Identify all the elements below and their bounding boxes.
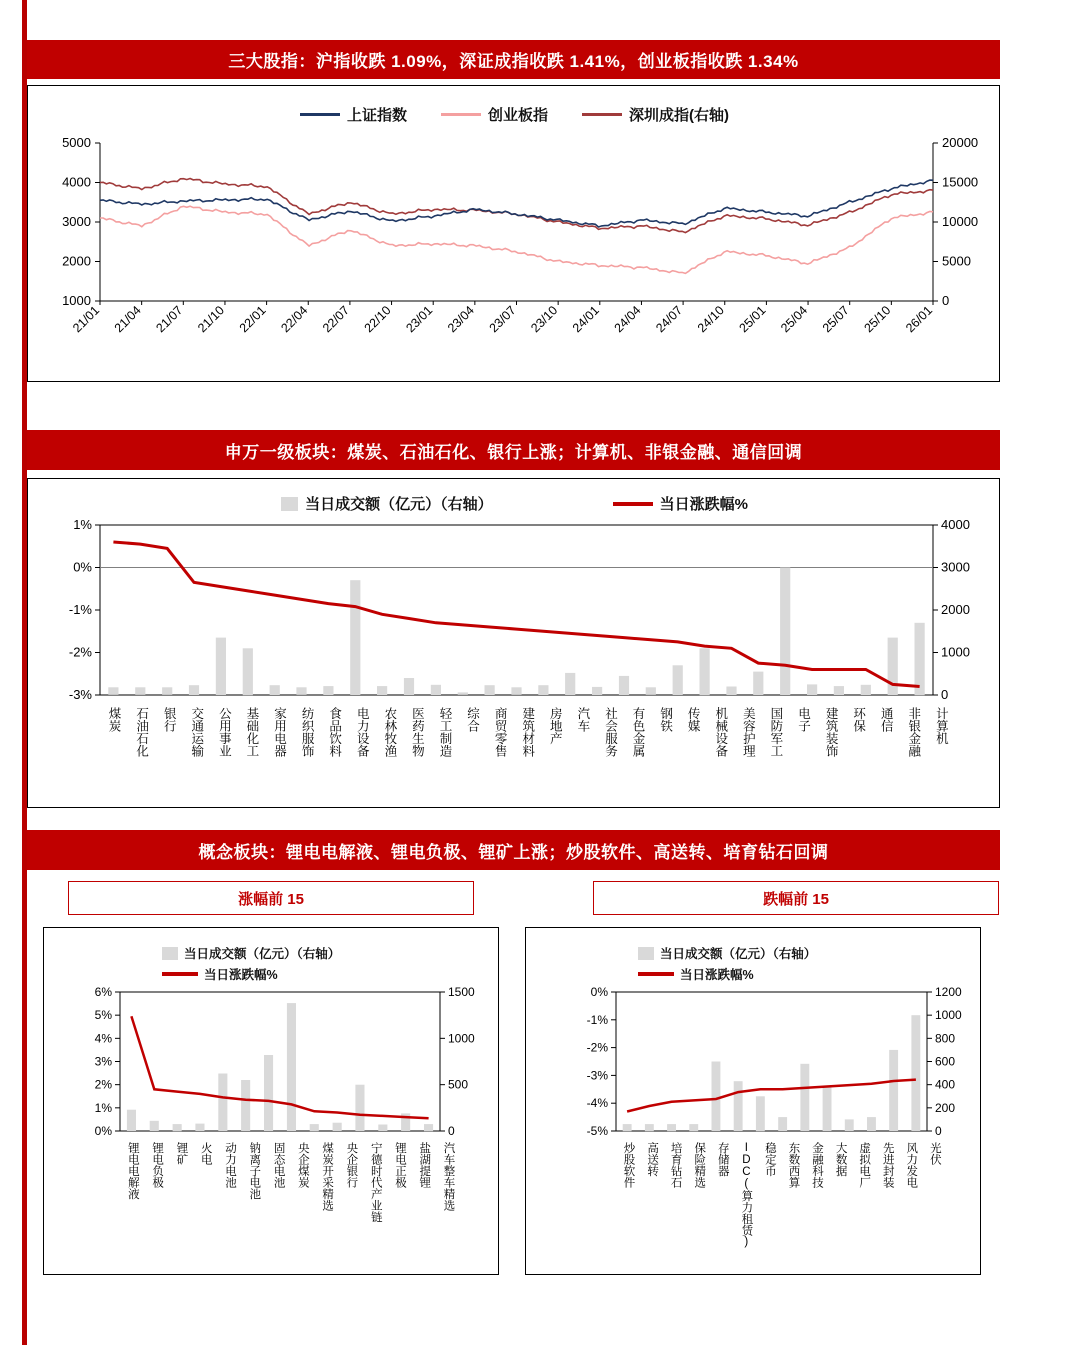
- gainers-legend: [162, 944, 340, 986]
- svg-text:4000: 4000: [62, 174, 91, 190]
- section1-legend: [28, 104, 1001, 125]
- svg-text:600: 600: [935, 1054, 956, 1069]
- category-label: 煤炭: [107, 707, 122, 732]
- legend-label-change-gainers: 当日涨跌幅%: [204, 968, 278, 982]
- category-label: 建筑装饰: [824, 707, 839, 757]
- losers-title-text: 跌幅前 15: [763, 890, 829, 908]
- svg-text:0%: 0%: [94, 1124, 112, 1138]
- category-label: 农林牧渔: [382, 707, 397, 757]
- section2-chart-panel: [27, 478, 1000, 808]
- svg-text:25/01: 25/01: [736, 303, 769, 336]
- category-label: 央企煤炭: [296, 1142, 309, 1188]
- svg-text:4000: 4000: [941, 517, 970, 532]
- category-label: 钠离子电池: [248, 1142, 261, 1200]
- category-label: 培育钻石: [669, 1142, 682, 1188]
- losers-chart-panel: [525, 927, 981, 1275]
- svg-text:22/01: 22/01: [236, 303, 269, 336]
- category-label: 社会服务: [603, 707, 618, 757]
- losers-chart: [526, 986, 982, 1141]
- legend-item-szse: [582, 104, 729, 125]
- category-label: 锂电负极: [151, 1142, 164, 1188]
- svg-text:25/10: 25/10: [861, 303, 894, 336]
- category-label: 动力电池: [224, 1142, 237, 1188]
- svg-text:5%: 5%: [94, 1008, 112, 1023]
- category-label: 美容护理: [741, 707, 756, 757]
- section3-banner-text: 概念板块：锂电电解液、锂电负极、锂矿上涨；炒股软件、高送转、培育钻石回调: [198, 842, 829, 862]
- category-label: 炒股软件: [622, 1142, 635, 1188]
- section1-banner: [27, 40, 1000, 79]
- legend-item-sse: [300, 104, 407, 125]
- gainers-categories: [120, 1142, 460, 1270]
- legend-label-turnover: 当日成交额（亿元）（右轴）: [305, 496, 493, 513]
- svg-text:24/07: 24/07: [653, 303, 686, 336]
- gainers-title: [68, 881, 474, 915]
- sw-sector-categories: [100, 707, 955, 803]
- svg-text:0: 0: [942, 293, 950, 308]
- svg-text:5000: 5000: [62, 135, 91, 150]
- category-label: 央企银行: [345, 1142, 358, 1188]
- category-label: 公用事业: [217, 707, 232, 757]
- svg-text:23/10: 23/10: [528, 303, 561, 336]
- category-label: 汽车: [575, 707, 590, 732]
- svg-text:-4%: -4%: [586, 1096, 608, 1111]
- category-label: 机械设备: [713, 707, 728, 757]
- svg-text:25/07: 25/07: [819, 303, 852, 336]
- gainers-chart-panel: [43, 927, 499, 1275]
- category-label: 稳定币: [763, 1142, 776, 1177]
- svg-text:22/04: 22/04: [278, 303, 311, 336]
- svg-text:-5%: -5%: [586, 1124, 608, 1138]
- category-label: 环保: [851, 707, 866, 732]
- svg-text:3%: 3%: [94, 1054, 112, 1069]
- category-label: 高送转: [646, 1142, 659, 1177]
- category-label: 石油石化: [134, 707, 149, 757]
- svg-text:-1%: -1%: [586, 1012, 608, 1027]
- svg-text:24/10: 24/10: [694, 303, 727, 336]
- legend-label-turnover-losers: 当日成交额（亿元）（右轴）: [660, 947, 817, 961]
- svg-text:2000: 2000: [62, 253, 91, 269]
- category-label: 火电: [199, 1142, 212, 1165]
- category-label: 固态电池: [272, 1142, 285, 1188]
- svg-text:-3%: -3%: [68, 687, 92, 702]
- svg-text:23/07: 23/07: [486, 303, 519, 336]
- svg-text:0: 0: [448, 1124, 455, 1138]
- svg-text:20000: 20000: [942, 135, 979, 150]
- category-label: 纺织服饰: [300, 707, 315, 757]
- svg-text:0%: 0%: [590, 986, 608, 999]
- category-label: 钢铁: [658, 707, 673, 732]
- category-label: 综合: [465, 707, 480, 732]
- section2-legend: [28, 493, 1001, 514]
- sw-sector-chart: [28, 517, 1001, 707]
- svg-text:26/01: 26/01: [903, 303, 936, 336]
- svg-text:1000: 1000: [448, 1031, 475, 1046]
- category-label: 煤炭开采精选: [321, 1142, 334, 1211]
- svg-text:2%: 2%: [94, 1077, 112, 1092]
- category-label: 家用电器: [272, 707, 287, 757]
- svg-text:4%: 4%: [94, 1031, 112, 1046]
- category-label: 房地产: [548, 707, 563, 745]
- svg-text:22/07: 22/07: [320, 303, 353, 336]
- svg-text:21/04: 21/04: [111, 303, 144, 336]
- svg-text:2000: 2000: [941, 602, 970, 617]
- legend-item-change-gainers: [162, 965, 340, 983]
- losers-categories: [616, 1142, 946, 1270]
- category-label: 锂矿: [175, 1142, 188, 1165]
- category-label: 轻工制造: [437, 707, 452, 757]
- svg-text:1500: 1500: [448, 986, 475, 999]
- category-label: 金融科技: [811, 1142, 824, 1188]
- category-label: 计算机: [934, 707, 949, 745]
- svg-text:6%: 6%: [94, 986, 112, 999]
- section2-banner-text: 申万一级板块：煤炭、石油石化、银行上涨；计算机、非银金融、通信回调: [224, 442, 803, 462]
- legend-label-chinext: 创业板指: [488, 107, 549, 124]
- legend-label-change: 当日涨跌幅%: [659, 496, 748, 513]
- svg-text:10000: 10000: [942, 214, 979, 229]
- svg-text:0: 0: [941, 687, 949, 702]
- category-label: IDC(算力租赁): [740, 1142, 753, 1248]
- svg-text:1%: 1%: [73, 517, 92, 532]
- svg-text:1000: 1000: [62, 293, 91, 308]
- svg-text:22/10: 22/10: [361, 303, 394, 336]
- svg-text:3000: 3000: [941, 559, 970, 575]
- legend-label-szse: 深圳成指(右轴): [629, 107, 730, 124]
- svg-text:-2%: -2%: [586, 1040, 608, 1055]
- svg-text:21/10: 21/10: [195, 303, 228, 336]
- svg-text:3000: 3000: [62, 214, 91, 229]
- losers-title: [593, 881, 999, 915]
- category-label: 有色金属: [631, 707, 646, 757]
- svg-text:15000: 15000: [942, 174, 979, 190]
- svg-text:-2%: -2%: [68, 644, 92, 660]
- legend-item-change: [613, 493, 748, 514]
- category-label: 盐湖提锂: [418, 1142, 431, 1188]
- category-label: 锂电电解液: [126, 1142, 139, 1200]
- category-label: 国防军工: [768, 707, 783, 757]
- category-label: 存储器: [716, 1142, 729, 1177]
- legend-label-turnover-gainers: 当日成交额（亿元）（右轴）: [184, 947, 341, 961]
- legend-item-chinext: [441, 104, 548, 125]
- index-trend-chart: [28, 131, 1001, 381]
- legend-item-change-losers: [638, 965, 816, 983]
- section3-banner: [27, 830, 1000, 870]
- svg-text:0%: 0%: [73, 559, 92, 575]
- category-label: 电子: [796, 707, 811, 732]
- category-label: 光伏: [928, 1142, 941, 1165]
- svg-text:0: 0: [935, 1124, 942, 1138]
- svg-text:-1%: -1%: [68, 602, 92, 617]
- category-label: 食品饮料: [327, 707, 342, 757]
- svg-text:1000: 1000: [935, 1008, 962, 1023]
- svg-text:5000: 5000: [942, 253, 971, 269]
- section1-chart-panel: [27, 85, 1000, 382]
- svg-text:1200: 1200: [935, 986, 962, 999]
- svg-text:21/01: 21/01: [70, 303, 103, 336]
- legend-item-turnover-gainers: [162, 944, 340, 962]
- gainers-chart: [44, 986, 500, 1141]
- category-label: 商贸零售: [493, 707, 508, 757]
- category-label: 交通运输: [189, 707, 204, 757]
- category-label: 通信: [879, 707, 894, 732]
- svg-text:-3%: -3%: [586, 1068, 608, 1083]
- category-label: 保险精选: [693, 1142, 706, 1188]
- category-label: 锂电正极: [393, 1142, 406, 1188]
- category-label: 电力设备: [355, 707, 370, 757]
- category-label: 东数西算: [787, 1142, 800, 1188]
- legend-label-change-losers: 当日涨跌幅%: [680, 968, 754, 982]
- svg-text:800: 800: [935, 1031, 956, 1046]
- category-label: 建筑材料: [520, 707, 535, 757]
- svg-text:1000: 1000: [941, 644, 970, 660]
- category-label: 宁德时代产业链: [369, 1142, 382, 1223]
- section2-banner: [27, 430, 1000, 470]
- section1-banner-text: 三大股指：沪指收跌 1.09%，深证成指收跌 1.41%，创业板指收跌 1.34%: [228, 52, 799, 71]
- category-label: 汽车整车精选: [442, 1142, 455, 1211]
- losers-legend: [638, 944, 816, 986]
- svg-text:500: 500: [448, 1077, 469, 1092]
- svg-text:21/07: 21/07: [153, 303, 186, 336]
- legend-item-turnover: [281, 493, 493, 514]
- category-label: 基础化工: [244, 707, 259, 757]
- category-label: 非银金融: [906, 707, 921, 757]
- svg-text:400: 400: [935, 1077, 956, 1092]
- legend-label-sse: 上证指数: [346, 107, 407, 124]
- category-label: 先进封装: [881, 1142, 894, 1188]
- svg-text:1%: 1%: [94, 1100, 112, 1115]
- svg-text:23/04: 23/04: [444, 303, 477, 336]
- category-label: 虚拟电厂: [858, 1142, 871, 1188]
- category-label: 医药生物: [410, 707, 425, 757]
- svg-text:24/01: 24/01: [569, 303, 602, 336]
- category-label: 传媒: [686, 707, 701, 732]
- category-label: 风力发电: [905, 1142, 918, 1188]
- category-label: 大数据: [834, 1142, 847, 1177]
- svg-text:25/04: 25/04: [778, 303, 811, 336]
- svg-text:23/01: 23/01: [403, 303, 436, 336]
- svg-text:24/04: 24/04: [611, 303, 644, 336]
- gainers-title-text: 涨幅前 15: [238, 890, 304, 908]
- svg-text:200: 200: [935, 1100, 956, 1115]
- legend-item-turnover-losers: [638, 944, 816, 962]
- category-label: 银行: [162, 707, 177, 732]
